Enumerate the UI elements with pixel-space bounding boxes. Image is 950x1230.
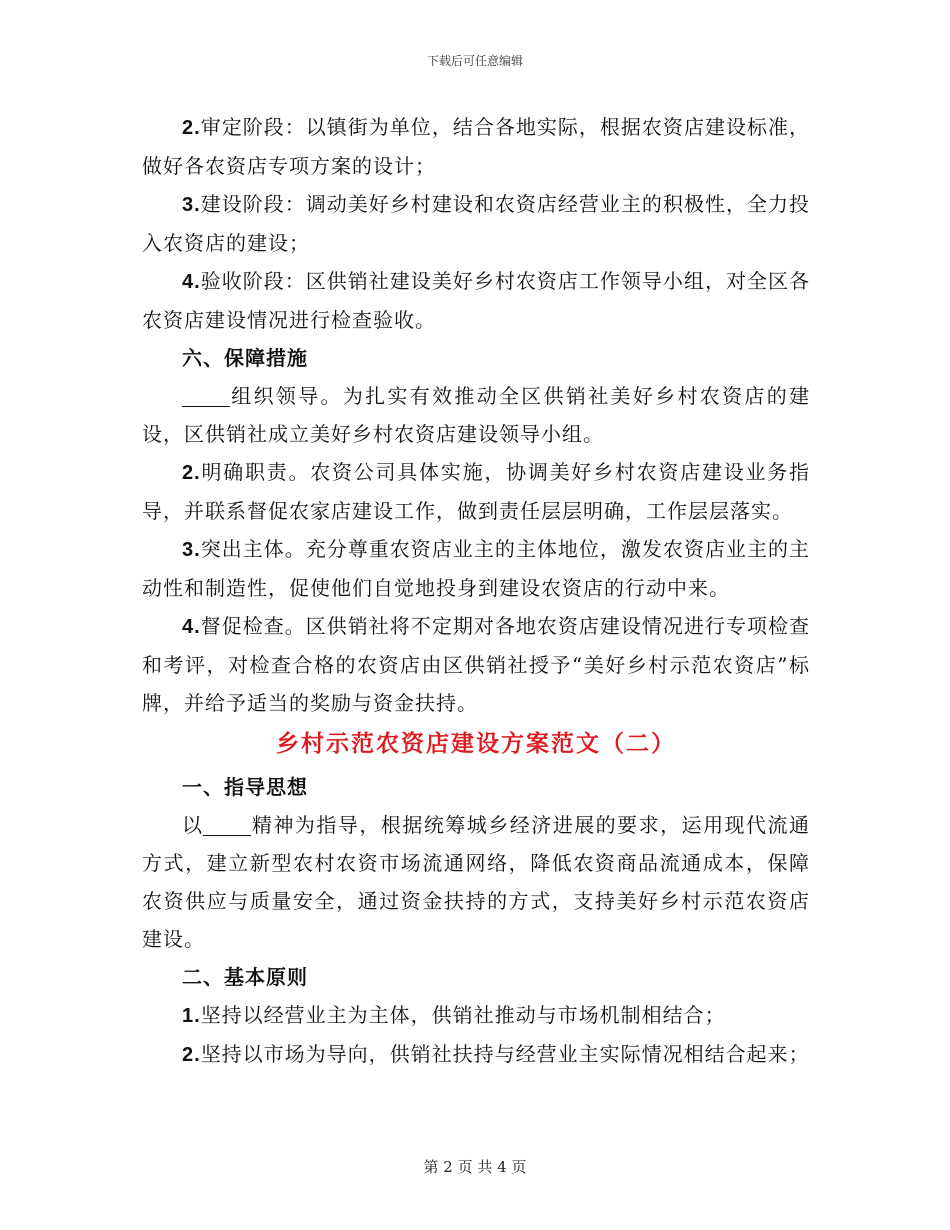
item-number: 3.: [182, 539, 201, 561]
guide-paragraph: [142, 806, 810, 958]
item-text: 明确职责。农资公司具体实施，协调美好乡村农资店建设业务指导，并联系督促农家店建设工作，做到责任层层明确，工作层层落实。: [142, 460, 810, 523]
item-text: 突出主体。充分尊重农资店业主的主体地位，激发农资店业主的主动性和制造性，促使他们自觉地投身到建设农资店的行动中来。: [142, 537, 810, 600]
item-number: 3.: [182, 194, 201, 216]
item-number: 2.: [182, 462, 201, 484]
page-header: 下载后可任意编辑: [426, 54, 523, 68]
item-text: 审定阶段：以镇街为单位，结合各地实际，根据农资店建设标准，做好各农资店专项方案的设计；: [142, 115, 810, 178]
document-title: 乡村示范农资店建设方案范文（二）: [276, 730, 676, 757]
item-number: 1.: [182, 1005, 201, 1027]
item-number: 4.: [182, 271, 201, 293]
item-number: 4.: [182, 616, 201, 638]
guide-text: 精神为指导，根据统筹城乡经济进展的要求，运用现代流通方式，建立新型农村农资市场流通网络，降低农资商品流通成本，保障农资供应与质量安全，通过资金扶持的方式，支持美好乡村示范农资店建设。: [142, 813, 811, 951]
measure-item-4: [142, 607, 810, 722]
measure-item-3: [142, 530, 810, 607]
item-text: 建设阶段：调动美好乡村建设和农资店经营业主的积极性，全力投入农资店的建设；: [142, 192, 810, 255]
item-text: 组织领导。为扎实有效推动全区供销社美好乡村农资店的建设，区供销社成立美好乡村农资店建设领导小组。: [142, 384, 810, 446]
item-text: 坚持以市场为导向，供销社扶持与经营业主实际情况相结合起来；: [200, 1042, 810, 1066]
document-body: [142, 108, 810, 1074]
page-footer: 第 2 页 共 4 页: [423, 1158, 527, 1176]
stage-item-2: [142, 108, 810, 185]
blank-underline: [203, 815, 251, 836]
section-heading-guiding-ideology: 一、指导思想: [182, 775, 308, 799]
item-text: 坚持以经营业主为主体，供销社推动与市场机制相结合；: [200, 1003, 726, 1027]
principle-item-2: [142, 1035, 810, 1074]
principle-item-1: [142, 996, 810, 1035]
section-heading-principles: 二、基本原则: [182, 965, 308, 989]
item-number: 2.: [182, 117, 201, 139]
measure-item-2: [142, 453, 810, 530]
item-text: 督促检查。区供销社将不定期对各地农资店建设情况进行专项检查和考评，对检查合格的农资店由区供销社授予“美好乡村示范农资店”标牌，并给予适当的奖励与资金扶持。: [142, 614, 810, 715]
stage-item-3: [142, 185, 810, 262]
guide-prefix: 以: [182, 813, 204, 837]
section-heading-safeguards: 六、保障措施: [182, 346, 308, 370]
measure-item-1: [142, 377, 810, 453]
item-text: 验收阶段：区供销社建设美好乡村农资店工作领导小组，对全区各农资店建设情况进行检查验收。: [142, 269, 810, 332]
blank-underline: [182, 386, 230, 407]
stage-item-4: [142, 262, 810, 339]
item-number: 2.: [182, 1044, 201, 1066]
